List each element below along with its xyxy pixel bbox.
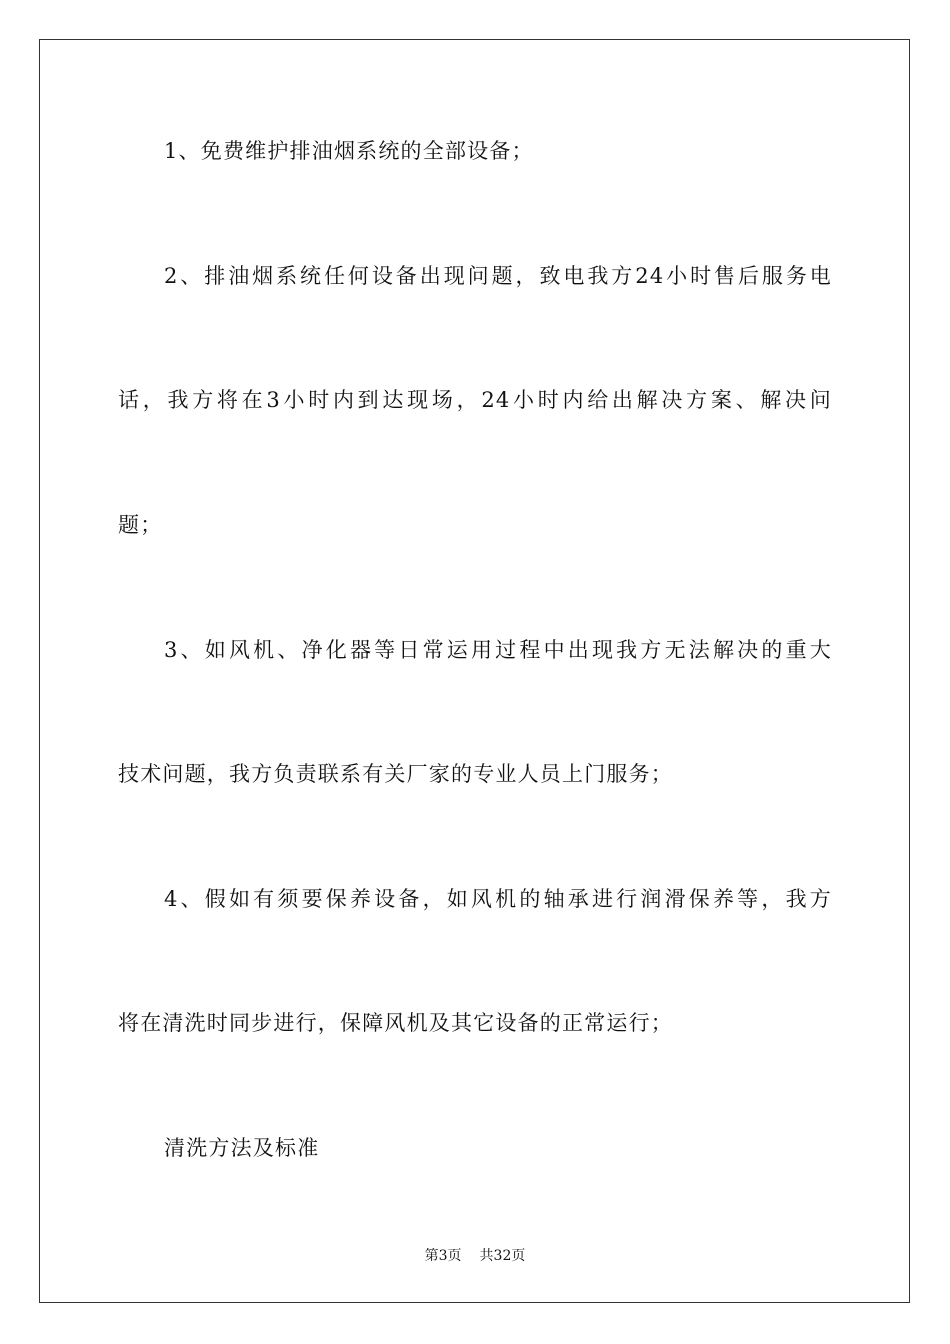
- text-line-1: 1、免费维护排油烟系统的全部设备；: [164, 139, 534, 163]
- page-number: 第3页: [424, 1248, 462, 1264]
- text-line-8: 将在清洗时同步进行，保障风机及其它设备的正常运行；: [118, 1011, 673, 1035]
- text-line-4: 题；: [118, 513, 163, 537]
- text-line-7: 4、假如有须要保养设备，如风机的轴承进行润滑保养等，我方: [164, 887, 832, 911]
- text-line-9: 清洗方法及标准: [164, 1136, 320, 1160]
- text-line-6: 技术问题，我方负责联系有关厂家的专业人员上门服务；: [118, 762, 673, 786]
- text-line-5: 3、如风机、净化器等日常运用过程中出现我方无法解决的重大: [164, 638, 832, 662]
- page-total: 共32页: [479, 1248, 526, 1264]
- text-line-3: 话，我方将在3小时内到达现场，24小时内给出解决方案、解决问: [118, 388, 832, 412]
- page-border: [39, 39, 910, 1303]
- text-line-2: 2、排油烟系统任何设备出现问题，致电我方24小时售后服务电: [164, 264, 832, 288]
- page-footer: [0, 1247, 950, 1265]
